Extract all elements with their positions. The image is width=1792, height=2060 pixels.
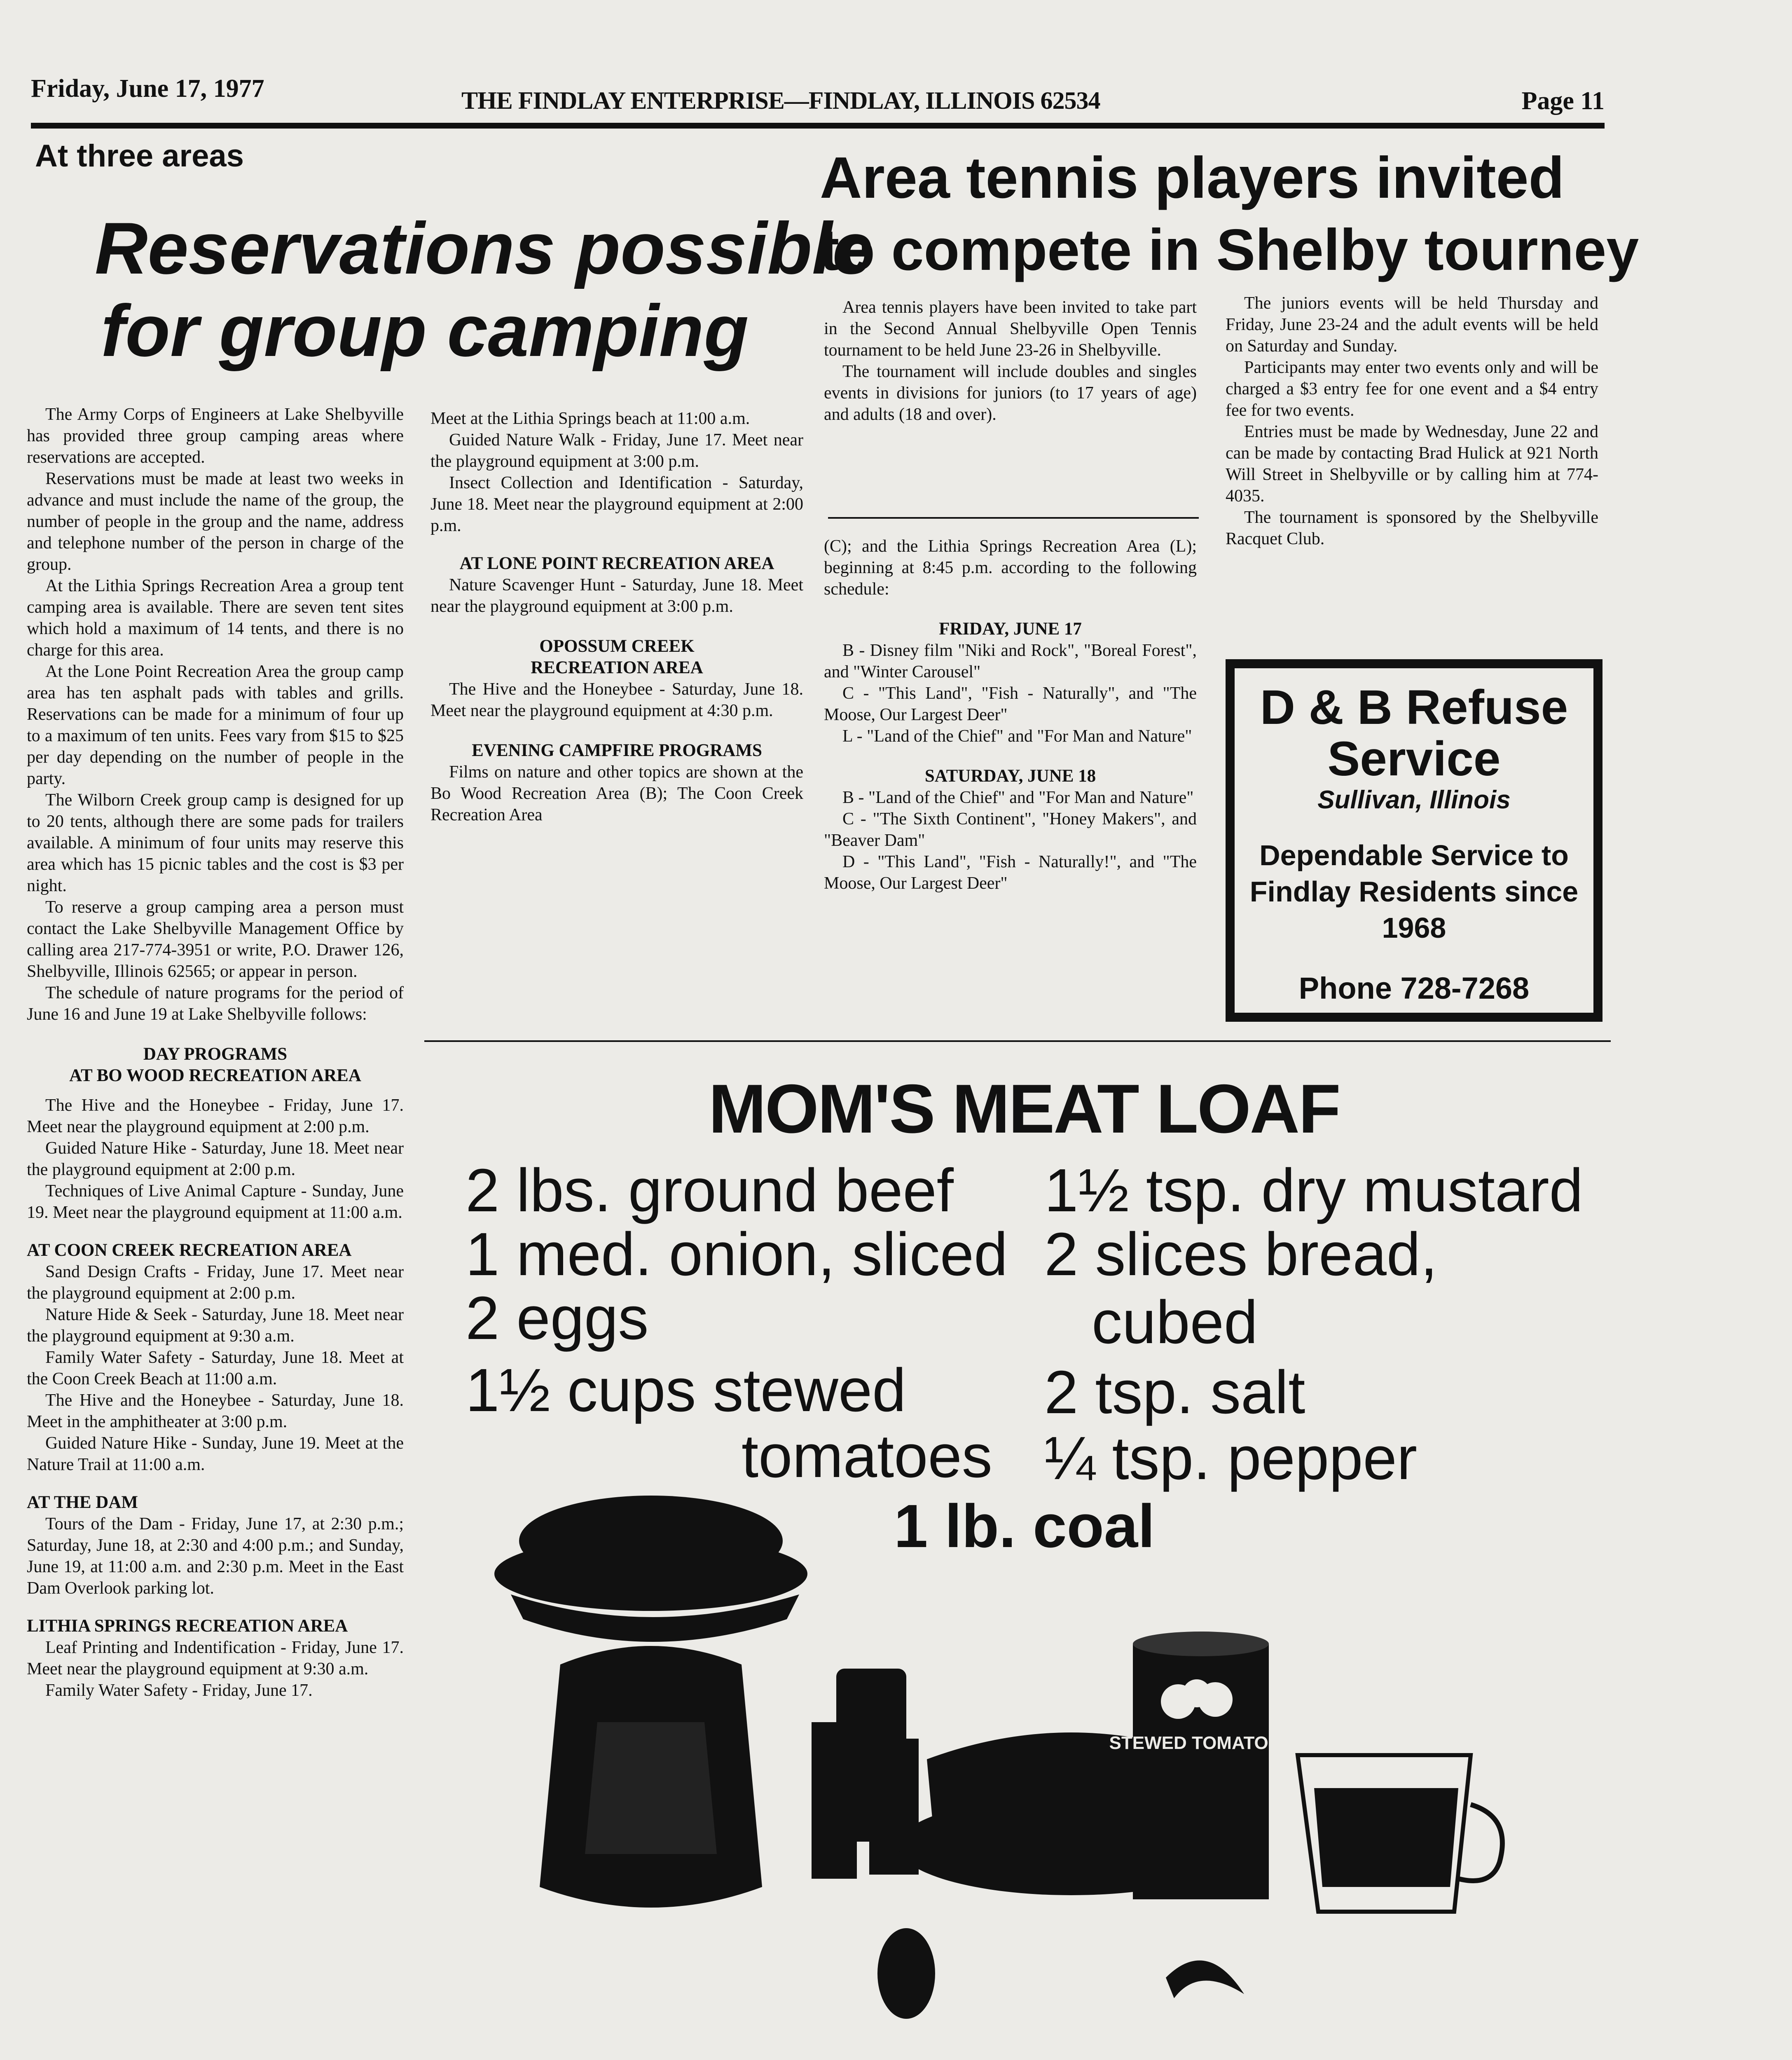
paragraph: Entries must be made by Wednesday, June 22 and can be made by contacting Brad Hulick at 921 North Will Street in Shelbyville or by calling him at 774-4035. <box>1226 422 1598 506</box>
day-programs-heading: DAY PROGRAMS <box>143 1044 288 1064</box>
ingredient: ¼ tsp. pepper <box>1044 1424 1418 1492</box>
paragraph: To reserve a group camping area a person must contact the Lake Shelbyville Management Office by calling area 217-774-3951 or write, P.O. Drawer 126, Shelbyville, Illinois 62565; or appear in person. <box>27 898 404 981</box>
refuse-ad-location: Sullivan, Illinois <box>1317 786 1511 814</box>
paragraph: Area tennis players have been invited to take part in the Second Annual Shelbyville Open Tennis tournament to be held June 23-26 in Shelbyville. <box>824 298 1197 360</box>
paragraph: The juniors events will be held Thursday and Friday, June 23-24 and the adult events will be held on Saturday and Sunday. <box>1226 294 1598 356</box>
refuse-ad-tagline-2: Findlay Residents since <box>1249 876 1579 908</box>
paragraph: Family Water Safety - Saturday, June 18. Meet at the Coon Creek Beach at 11:00 a.m. <box>27 1348 404 1388</box>
meatloaf-photo <box>474 1491 1553 2060</box>
refuse-ad-name: D & B Refuse <box>1260 680 1568 735</box>
paragraph: The tournament will include doubles and singles events in divisions for juniors (to 17 years of age) and adults (18 and over). <box>824 362 1197 424</box>
masthead <box>31 74 1605 128</box>
paragraph: C - "The Sixth Continent", "Honey Makers", and "Beaver Dam" <box>824 810 1197 850</box>
refuse-ad <box>1226 659 1603 1022</box>
ingredient: 2 lbs. ground beef <box>466 1156 954 1224</box>
paragraph: Meet at the Lithia Springs beach at 11:00 a.m. <box>430 409 750 428</box>
paragraph: B - "Land of the Chief" and "For Man and Nature" <box>842 788 1194 807</box>
paragraph: L - "Land of the Chief" and "For Man and Nature" <box>842 727 1192 746</box>
masthead-paper: THE FINDLAY ENTERPRISE—FINDLAY, ILLINOIS 62534 <box>461 87 1100 114</box>
camping-kicker: At three areas <box>35 138 244 173</box>
tomato-can-icon <box>1109 1632 1293 1899</box>
camping-headline-line2: for group camping <box>101 290 749 372</box>
tennis-headline-line2: to compete in Shelby tourney <box>820 217 1639 283</box>
paragraph: The Hive and the Honeybee - Friday, June 17. Meet near the playground equipment at 2:00 p.m. <box>27 1096 404 1136</box>
ingredient: 1½ tsp. dry mustard <box>1044 1156 1583 1224</box>
camping-column-1 <box>27 404 404 1701</box>
ingredient: cubed <box>1092 1288 1258 1356</box>
opossum-heading-2: RECREATION AREA <box>531 658 703 677</box>
paragraph: Guided Nature Walk - Friday, June 17. Meet near the playground equipment at 3:00 p.m. <box>430 431 803 471</box>
ingredient: 2 eggs <box>466 1284 649 1352</box>
coal-line: 1 lb. coal <box>894 1492 1155 1560</box>
masthead-date: Friday, June 17, 1977 <box>31 75 264 103</box>
can-label: STEWED TOMATOES <box>1109 1733 1293 1753</box>
refuse-ad-phone: Phone 728-7268 <box>1298 971 1530 1005</box>
column-divider <box>828 517 1199 519</box>
refuse-ad-name-2: Service <box>1327 732 1501 786</box>
paragraph: Guided Nature Hike - Saturday, June 18. Meet near the playground equipment at 2:00 p.m. <box>27 1139 404 1179</box>
paragraph: Family Water Safety - Friday, June 17. <box>45 1681 313 1700</box>
paragraph: Reservations must be made at least two weeks in advance and must include the name of the group, the number of people in the group and the name, address and telephone number of the person in charge of the group. <box>27 469 404 574</box>
friday-heading: FRIDAY, JUNE 17 <box>939 619 1082 639</box>
paragraph: (C); and the Lithia Springs Recreation Area (L); beginning at 8:45 p.m. according to the following schedule: <box>824 537 1197 599</box>
coon-creek-heading: AT COON CREEK RECREATION AREA <box>27 1241 352 1260</box>
ingredient: 1½ cups stewed <box>466 1356 906 1424</box>
paragraph: The Hive and the Honeybee - Saturday, June 18. Meet in the amphitheater at 3:00 p.m. <box>27 1391 404 1431</box>
paragraph: D - "This Land", "Fish - Naturally!", and "The Moose, Our Largest Deer" <box>824 852 1197 893</box>
camping-column-3 <box>824 536 1197 894</box>
ingredient: tomatoes <box>742 1422 992 1490</box>
paragraph: Insect Collection and Identification - Saturday, June 18. Meet near the playground equipment at 2:00 p.m. <box>430 473 803 535</box>
paragraph: Leaf Printing and Indentification - Friday, June 17. Meet near the playground equipment at 9:30 a.m. <box>27 1638 404 1678</box>
paragraph: C - "This Land", "Fish - Naturally", and "The Moose, Our Largest Deer" <box>824 684 1197 724</box>
lithia-heading: LITHIA SPRINGS RECREATION AREA <box>27 1616 348 1636</box>
camping-headline-line1: Reservations possible <box>95 207 873 289</box>
dam-heading: AT THE DAM <box>27 1493 138 1512</box>
paragraph: Nature Hide & Seek - Saturday, June 18. Meet near the playground equipment at 9:30 a.m. <box>27 1305 404 1346</box>
ingredient: 2 tsp. salt <box>1044 1358 1305 1426</box>
meatloaf-title: MOM'S MEAT LOAF <box>709 1070 1340 1147</box>
masthead-page: Page 11 <box>1521 87 1605 115</box>
paragraph: Sand Design Crafts - Friday, June 17. Meet near the playground equipment at 2:00 p.m. <box>27 1262 404 1303</box>
saturday-heading: SATURDAY, JUNE 18 <box>924 766 1096 786</box>
glass-icon <box>1298 1755 1502 1912</box>
camping-column-2 <box>430 408 803 826</box>
tennis-column-1 <box>824 297 1197 425</box>
masthead-rule <box>31 123 1605 129</box>
ingredient: 1 med. onion, sliced <box>466 1220 1008 1288</box>
ad-top-rule <box>424 1040 1611 1042</box>
paragraph: At the Lone Point Recreation Area the group camp area has ten asphalt pads with tables and grills. Reservations can be made for a minimum of four up to a maximum of ten units. Fees vary from $15 to $25 per day depending on the number of people in the party. <box>27 662 404 788</box>
paragraph: Nature Scavenger Hunt - Saturday, June 18. Meet near the playground equipment at 3:00 p.m. <box>430 576 803 616</box>
paragraph: The schedule of nature programs for the period of June 16 and June 19 at Lake Shelbyville follows: <box>27 983 404 1024</box>
paragraph: Guided Nature Hike - Sunday, June 19. Meet at the Nature Trail at 11:00 a.m. <box>27 1434 404 1474</box>
paragraph: Tours of the Dam - Friday, June 17, at 2:30 p.m.; Saturday, June 18, at 2:30 and 4:00 p.m.; and Sunday, June 19, at 11:00 a.m. and 2:30 p.m. Meet in the East Dam Overlook parking lot. <box>27 1515 404 1598</box>
paragraph: Participants may enter two events only and will be charged a $3 entry fee for one event and a $4 entry fee for two events. <box>1226 358 1598 420</box>
tennis-column-2 <box>1226 293 1598 550</box>
paragraph: At the Lithia Springs Recreation Area a group tent camping area is available. There are seven tent sites which hold a maximum of 14 tents, and there is no charge for this area. <box>27 576 404 660</box>
paragraph: The Hive and the Honeybee - Saturday, June 18. Meet near the playground equipment at 4:30 p.m. <box>430 680 803 720</box>
opossum-heading: OPOSSUM CREEK <box>539 637 695 656</box>
refuse-ad-tagline-3: 1968 <box>1382 912 1446 944</box>
tennis-headline-line1: Area tennis players invited <box>820 145 1565 211</box>
scale-icon <box>494 1496 807 1908</box>
paragraph: The tournament is sponsored by the Shelbyville Racquet Club. <box>1226 508 1598 548</box>
paragraph: Films on nature and other topics are shown at the Bo Wood Recreation Area (B); The Coon Creek Recreation Area <box>430 763 803 824</box>
paragraph: B - Disney film "Niki and Rock", "Boreal Forest", and "Winter Carousel" <box>824 641 1197 681</box>
evening-heading: EVENING CAMPFIRE PROGRAMS <box>472 741 762 760</box>
ingredient: 2 slices bread, <box>1044 1220 1438 1288</box>
paragraph: The Wilborn Creek group camp is designed for up to 20 tents, although there are some pads for trailers available. A minimum of four units may reserve this area which has 15 picnic tables and the cost is $3 per night. <box>27 791 404 895</box>
bo-wood-heading: AT BO WOOD RECREATION AREA <box>69 1066 361 1085</box>
paragraph: Techniques of Live Animal Capture - Sunday, June 19. Meet near the playground equipment at 11:00 a.m. <box>27 1182 404 1222</box>
lone-point-heading: AT LONE POINT RECREATION AREA <box>459 554 774 573</box>
refuse-ad-tagline: Dependable Service to <box>1259 839 1569 871</box>
paragraph: The Army Corps of Engineers at Lake Shelbyville has provided three group camping areas where reservations are accepted. <box>27 405 404 467</box>
